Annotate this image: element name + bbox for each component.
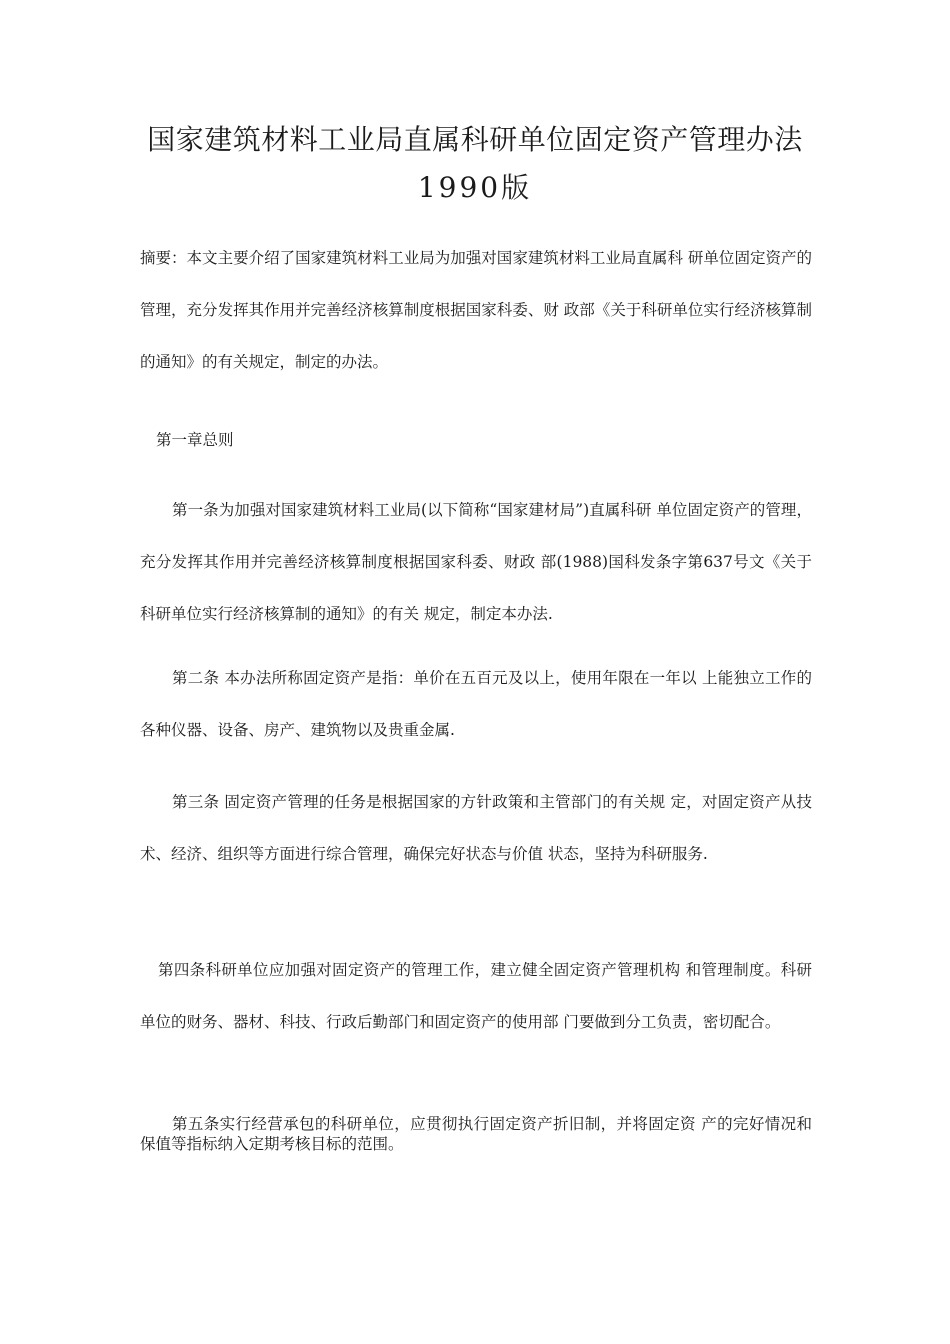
chapter-heading: 第一章总则 (156, 431, 234, 449)
article-4: 第四条科研单位应加强对固定资产的管理工作，建立健全固定资产管理机构 和管理制度。科研单位的财务、器材、科技、行政后勤部门和固定资产的使用部 门要做到分工负责，密切配合。 (140, 961, 812, 1031)
article-1: 第一条为加强对国家建筑材料工业局(以下简称“国家建材局”)直属科研 单位固定资产的管理，充分发挥其作用并完善经济核算制度根据国家科委、财政 部(1988)国科发条字第637号文《关于科研单位实行经济核算制的通知》的有关 规定，制定本办法. (140, 501, 812, 623)
article-5: 第五条实行经营承包的科研单位，应贯彻执行固定资产折旧制，并将固定资 产的完好情况和保值等指标纳入定期考核目标的范围。 (140, 1115, 812, 1153)
article-2: 第二条 本办法所称固定资产是指：单价在五百元及以上，使用年限在一年以 上能独立工作的各种仪器、设备、房产、建筑物以及贵重金属. (140, 669, 812, 739)
article-3: 第三条 固定资产管理的任务是根据国家的方针政策和主管部门的有关规 定，对固定资产从技术、经济、组织等方面进行综合管理，确保完好状态与价值 状态，坚持为科研服务. (140, 793, 812, 863)
title-edition: 1990版 (417, 171, 533, 204)
title-main: 国家建筑材料工业局直属科研单位固定资产管理办法 (147, 123, 803, 156)
abstract-paragraph: 摘要：本文主要介绍了国家建筑材料工业局为加强对国家建筑材料工业局直属科 研单位固定资产的管理，充分发挥其作用并完善经济核算制度根据国家科委、财 政部《关于科研单位实行经济核算制的通知》的有关规定，制定的办法。 (140, 249, 812, 371)
document-title (0, 118, 950, 210)
